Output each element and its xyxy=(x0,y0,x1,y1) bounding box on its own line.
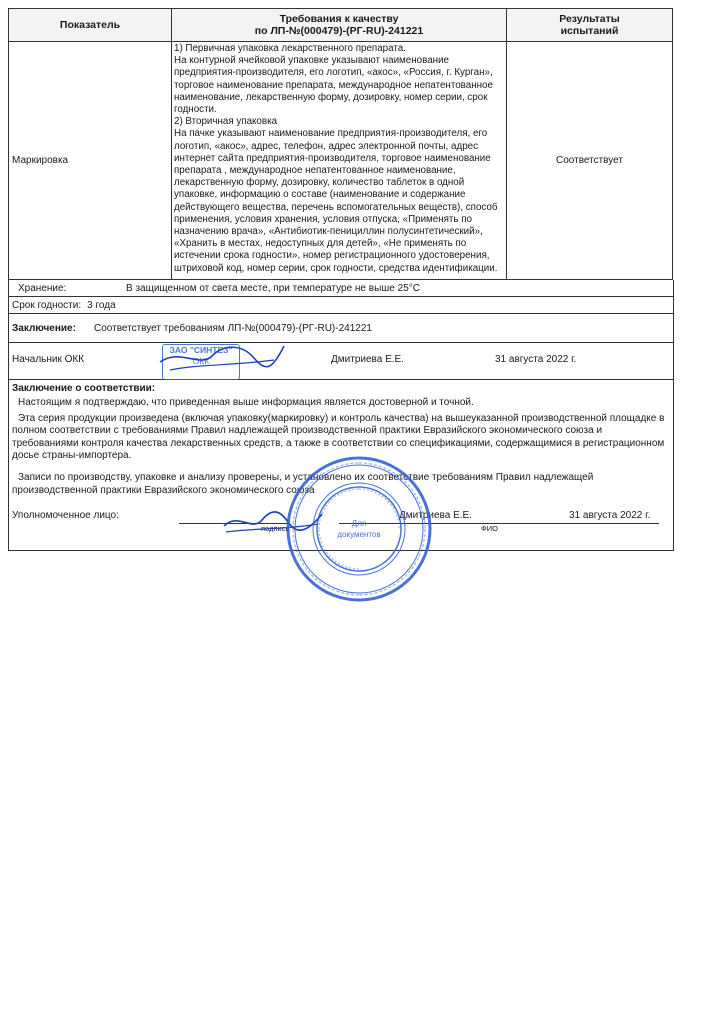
header-indicator: Показатель xyxy=(9,9,172,42)
header-results: Результаты испытаний xyxy=(507,9,673,42)
shelf-life-value: 3 года xyxy=(87,299,116,311)
seal-text-2: документов xyxy=(337,530,381,539)
caption-name: ФИО xyxy=(481,524,498,533)
conclusion-row xyxy=(8,314,674,343)
compliance-paragraph-3: Записи по производству, упаковке и анализу проверены, и установлено их соответствие требованиям Правил надлежащей производственной практики Евразийского экономического союза xyxy=(12,472,594,496)
head-okk-name: Дмитриева Е.Е. xyxy=(331,354,404,365)
shelf-life-label: Срок годности: xyxy=(12,299,82,311)
caption-signature: подпись xyxy=(261,524,290,533)
head-okk-signature xyxy=(150,340,290,376)
authorized-name: Дмитриева Е.Е. xyxy=(399,510,472,521)
compliance-paragraph-1: Настоящим я подтверждаю, что приведенная выше информация является достоверной и точной. xyxy=(18,397,474,409)
head-okk-date: 31 августа 2022 г. xyxy=(495,354,577,365)
table-header-row xyxy=(9,9,673,42)
storage-label: Хранение: xyxy=(18,282,67,294)
round-seal xyxy=(284,454,434,604)
head-okk-label: Начальник ОКК xyxy=(12,354,85,365)
header-requirements: Требования к качеству по ЛП-№(000479)-(РГ-RU)-241221 xyxy=(172,9,507,42)
conclusion-label: Заключение: xyxy=(12,322,76,334)
storage-value: В защищенном от света месте, при температуре не выше 25°С xyxy=(126,282,420,294)
compliance-paragraph-2: Эта серия продукции произведена (включая упаковку(маркировку) и контроль качества) на вышеуказанной производственной площадке в полном соответствии с требованиями Правил надлежащей производственной практики Евразийского экономического союза и требованиями контроля качества лекарственных средств, а также в соответствии со спецификациями, содержащимися в регистрационном досье страны-импортера. xyxy=(12,412,665,462)
requirements-text: 1) Первичная упаковка лекарственного препарата. На контурной ячейковой упаковке указывают наименование предприятия-производителя, его логотип, «акос», «Россия, г. Курган», торговое наименование препарата, международное непатентованное наименование, лекарственную форму, дозировку, номер серии, срок годности. 2) Вторичная упаковка На пачке указывают наименование предприятия-производителя, его логотип, «акос», адрес, телефон, адрес электронной почты, адрес интернет сайта предприятия-производителя, торговое наименование препарата , международное непатентованное наименование, лекарственную форму, дозировку, количество таблеток в одной упаковке, информацию о составе (наименование и содержание действующего вещества, перечень вспомогательных веществ), способ применения, условия хранения, условия отпуска, «Применять по назначению врача», «Антибиотик-пенициллин полусинтетический», «Хранить в местах, недоступных для детей», «Не применять по истечении срока годности», номер регистрационного удостоверения, штриховой код, номер серии, срок годности, средства идентификации. xyxy=(172,42,507,280)
table-row xyxy=(9,42,673,280)
row-result: Соответствует xyxy=(507,42,673,280)
authorized-label: Уполномоченное лицо: xyxy=(12,510,119,521)
head-okk-row xyxy=(8,343,674,380)
authorized-date: 31 августа 2022 г. xyxy=(569,510,651,521)
row-label-marking: Маркировка xyxy=(9,42,172,280)
okk-stamp: ЗАО "СИНТЕЗ" ОКК xyxy=(162,344,240,380)
conclusion-value: Соответствует требованиям ЛП-№(000479)-(РГ-RU)-241221 xyxy=(94,322,372,334)
seal-text-1: Для xyxy=(351,519,367,528)
shelf-life-row xyxy=(8,297,674,314)
compliance-title: Заключение о соответствии: xyxy=(12,383,156,394)
storage-row xyxy=(8,280,674,297)
quality-table xyxy=(8,8,673,280)
